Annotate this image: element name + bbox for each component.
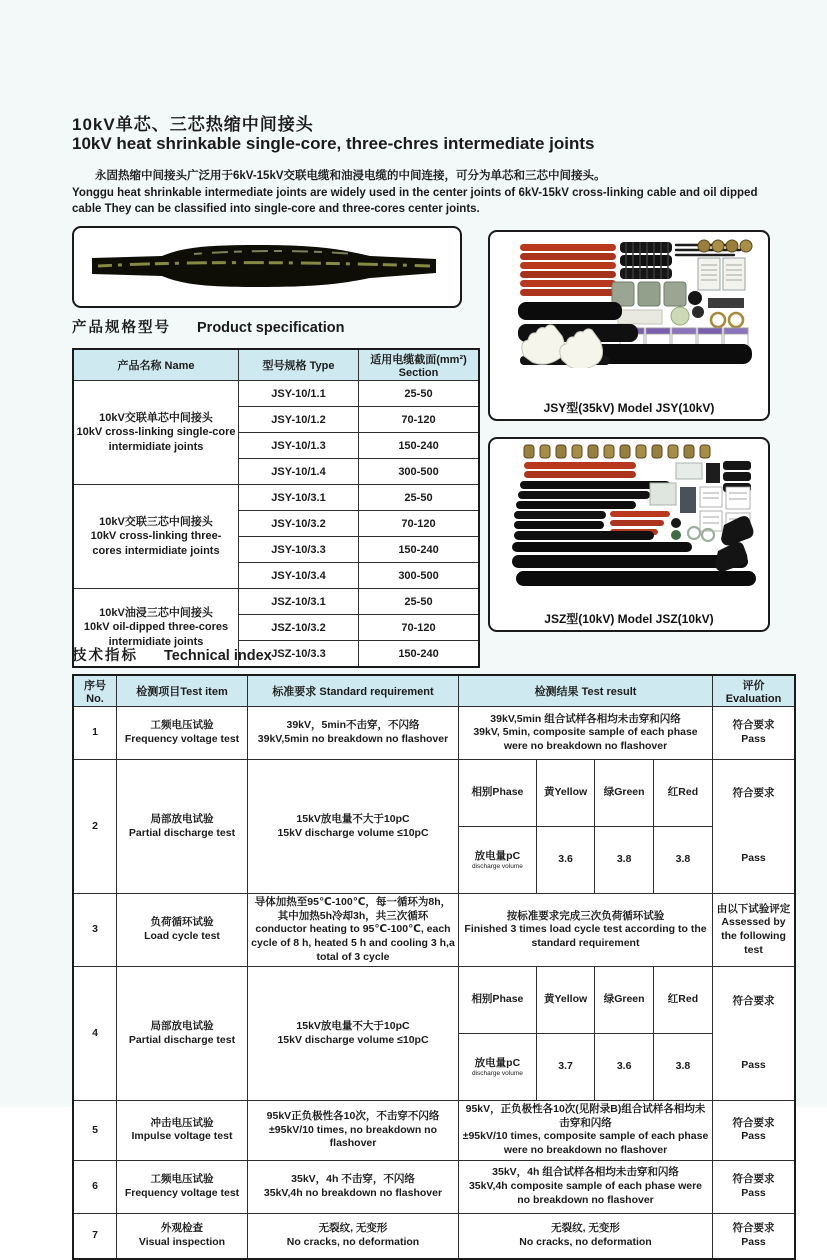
spec-section-value: 25-50: [404, 491, 433, 504]
corrugated-tubes: [620, 242, 672, 279]
jsz-caption: JSZ型(10kV) Model JSZ(10kV): [544, 612, 714, 626]
dark-block: [708, 298, 744, 308]
instruction-packets: [698, 258, 745, 290]
tech-title-zh: 技术指标: [72, 648, 138, 664]
tech-title-en: Technical index: [164, 648, 272, 664]
tech-col-item: 检测项目Test item: [136, 686, 228, 698]
black-disc: [688, 291, 702, 305]
spec-title-zh: 产品规格型号: [72, 320, 171, 336]
tech-section-title: [72, 644, 272, 665]
table-row: [73, 485, 479, 511]
jsy-kit-image: [490, 232, 768, 392]
copper-rings: [711, 313, 743, 327]
black-disc-2: [692, 306, 704, 318]
table-row: 6 工频电压试验 Frequency voltage test 35kV，4h 不击穿，不闪络 35kV,4h no breakdown no flashover 35kV，4h 组合试样各相均未击穿和闪络 35kV,4h composite sample of each phase were no breakdown no flashover 符合要求 Pass: [73, 1160, 795, 1213]
tech-col-requirement: 标准要求 Standard requirement: [272, 686, 434, 698]
intro-en: Yonggu heat shrinkable intermediate joints are widely used in the center joints of 6kV-15kV cross-linking cable and oil dipped cable They can be classified into single-core and three-cores center joints.: [72, 186, 758, 216]
red-tubes: [520, 244, 616, 296]
spec-type: JSY-10/3.4: [271, 569, 326, 582]
joint-photo: [72, 226, 462, 308]
jsz-kit-photo: [488, 437, 770, 632]
table-row: [73, 381, 479, 407]
table-row: 3 负荷循环试验 Load cycle test 导体加热至95℃-100℃，每一循环为8h，其中加热5h冷却3h，共三次循环 conductor heating to 95℃-100℃, each cycle of 8 h, heated 5 h and cooling 3 h,a total of 3 cycle 按标准要求完成三次负荷循环试验 Finished 3 times load cycle test according to the standard requirement 由以下试验评定 Assessed by the following test: [73, 894, 795, 967]
spec-type: JSZ-10/3.3: [271, 647, 326, 660]
spec-type: JSY-10/1.2: [271, 413, 326, 426]
spec-type: JSY-10/3.3: [271, 543, 326, 556]
cable-joint-image: [74, 228, 460, 306]
spec-section-value: 70-120: [401, 621, 436, 634]
spec-group-name: 10kV交联三芯中间接头 10kV cross-linking three-cores intermidiate joints: [73, 485, 239, 589]
spec-section-value: 70-120: [401, 413, 436, 426]
filler-pad: [618, 310, 662, 324]
tech-col-evaluation: 评价 Evaluation: [725, 680, 782, 705]
spec-header-row: [73, 349, 479, 381]
spec-section-value: 150-240: [398, 439, 439, 452]
technical-index-table: [72, 674, 796, 1260]
jsz-kit-image: [490, 439, 768, 603]
tech-col-result: 检测结果 Test result: [534, 686, 637, 698]
spec-type: JSY-10/1.3: [271, 439, 326, 452]
page-title-en: 10kV heat shrinkable single-core, three-chres intermediate joints: [72, 134, 595, 153]
green-disc: [671, 307, 689, 325]
table-row: 7 外观检查 Visual inspection 无裂纹, 无变形 No cracks, no deformation 无裂纹, 无变形 No cracks, no deformation 符合要求 Pass: [73, 1213, 795, 1259]
phase-subtable: 相别Phase 黄Yellow 绿Green 红Red 放电量pC discharge volume 3.6 3.8 3.8: [459, 760, 712, 893]
intro-paragraph: [72, 168, 764, 218]
spec-col-section: 适用电缆截面(mm²) Section: [370, 354, 467, 379]
spec-section-value: 150-240: [398, 543, 439, 556]
table-row: 1 工频电压试验 Frequency voltage test 39kV，5min不击穿，不闪络 39kV,5min no breakdown no flashover 39kV,5min 组合试样各相均未击穿和闪络 39kV, 5min, composite sample of each phase were no breakdown no flashover 符合要求 Pass: [73, 707, 795, 760]
phase-subtable-cell: [459, 967, 713, 1101]
tech-header-row: [73, 675, 795, 707]
page-title-zh: 10kV单芯、三芯热缩中间接头: [72, 115, 314, 134]
spec-section-value: 25-50: [404, 595, 433, 608]
tech-col-no: 序号No.: [84, 680, 106, 705]
spec-type: JSY-10/3.2: [271, 517, 326, 530]
spec-type: JSY-10/1.4: [271, 465, 326, 478]
spec-section-value: 150-240: [398, 647, 439, 660]
spec-section-value: 300-500: [398, 465, 439, 478]
spec-col-type: 型号规格 Type: [262, 360, 335, 372]
table-row: 4 局部放电试验 Partial discharge test 15kV放电量不大于10pC 15kV discharge volume ≤10pC 相别Phase 黄Yellow 绿Green 红Red 放电量pC discharge volume 3.7 3.6 3.8 符合要求 Pass: [73, 967, 795, 1101]
spec-group-name: 10kV交联单芯中间接头 10kV cross-linking single-core intermidiate joints: [73, 381, 239, 485]
phase-subtable: 相别Phase 黄Yellow 绿Green 红Red 放电量pC discharge volume 3.7 3.6 3.8: [459, 967, 712, 1100]
spec-col-name: 产品名称 Name: [117, 360, 195, 372]
spec-type: JSZ-10/3.2: [271, 621, 326, 634]
spec-section-value: 300-500: [398, 569, 439, 582]
spec-type: JSY-10/1.1: [271, 387, 326, 400]
spec-section-title: [72, 316, 344, 337]
brass-connectors: [524, 445, 710, 458]
spec-section-value: 70-120: [401, 517, 436, 530]
mesh-pads: [612, 282, 686, 306]
spec-type: JSY-10/3.1: [271, 491, 326, 504]
product-spec-table: [72, 348, 480, 668]
spec-section-value: 25-50: [404, 387, 433, 400]
spec-group-name: 10kV油浸三芯中间接头 10kV oil-dipped three-cores intermidiate joints: [73, 589, 239, 668]
table-row: 2 局部放电试验 Partial discharge test 15kV放电量不大于10pC 15kV discharge volume ≤10pC 相别Phase 黄Yellow 绿Green 红Red 放电量pC discharge volume 3.6 3.8 3.8 符合要求 Pass: [73, 760, 795, 894]
jsy-caption: JSY型(35kV) Model JSY(10kV): [543, 401, 715, 415]
table-row: [73, 589, 479, 615]
spec-title-en: Product specification: [197, 320, 345, 336]
jsy-kit-photo: [488, 230, 770, 421]
intro-zh: 永固热缩中间接头广泛用于6kV-15kV交联电缆和油浸电缆的中间连接，可分为单芯和三芯中间接头。: [95, 170, 606, 182]
table-row: 5 冲击电压试验 Impulse voltage test 95kV正负极性各10次，不击穿不闪络 ±95kV/10 times, no breakdown no flashover 95kV，正负极性各10次(见附录B)组合试样各相均未击穿和闪络 ±95kV/10 times, composite sample of each phase were no breakdown no flashover 符合要求 Pass: [73, 1101, 795, 1161]
spec-type: JSZ-10/3.1: [271, 595, 326, 608]
phase-subtable-cell: [459, 760, 713, 894]
